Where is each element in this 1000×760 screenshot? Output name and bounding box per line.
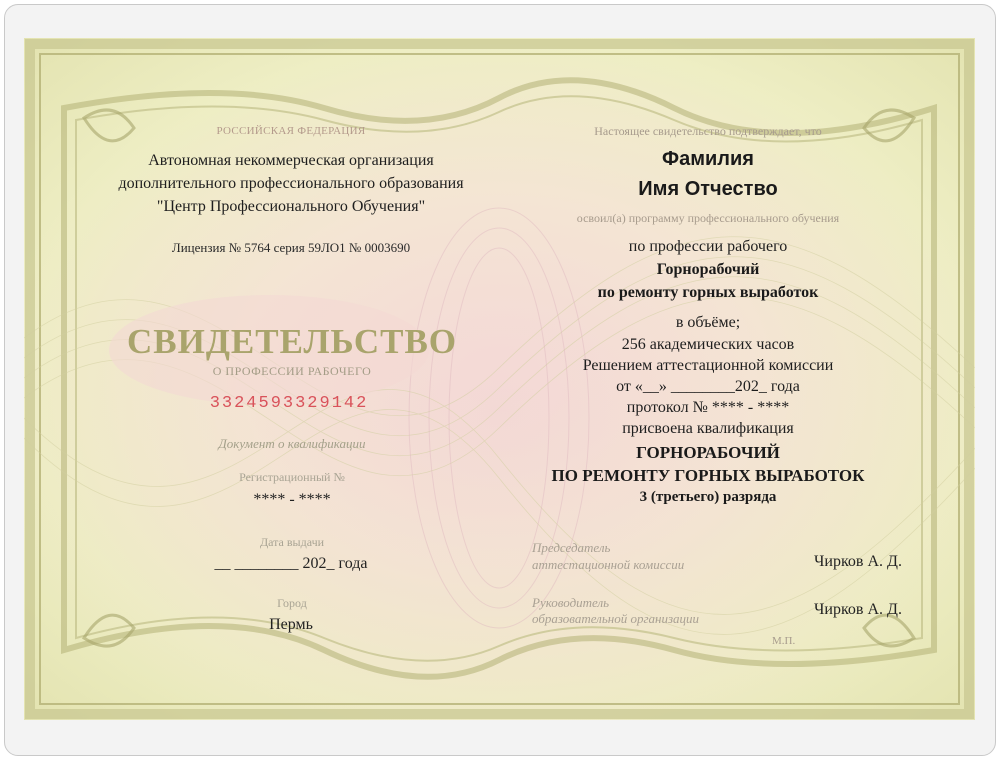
city-label: Город [277,596,307,610]
confirms-label: Настоящее свидетельство подтверждает, что [594,124,822,138]
decision-label: Решением аттестационной комиссии [582,357,834,374]
issue-date-label: Дата выдачи [259,535,325,549]
certificate-title: СВИДЕТЕЛЬСТВО [126,322,458,361]
qualified-label: присвоена квалификация [622,420,794,437]
city-value: Пермь [269,616,313,633]
profession-line-1: Горнорабочий [656,261,760,278]
serial-number: 3324593329142 [209,394,369,413]
holder-surname: Фамилия [662,148,754,170]
certificate-subtitle: О ПРОФЕССИИ РАБОЧЕГО [212,364,372,378]
registration-label: Регистрационный № [239,470,345,484]
mastered-label: освоил(а) программу профессионального обучения [576,211,840,225]
head-name: Чирков А. Д. [814,601,902,618]
document-type: Документ о квалификации [218,436,366,451]
head-label-2: образовательной организации [532,611,700,626]
chair-name: Чирков А. Д. [814,553,902,570]
grade-value: 3 (третьего) разряда [639,489,777,505]
country-label: РОССИЙСКАЯ ФЕДЕРАЦИЯ [216,125,366,137]
org-line-1: Автономная некоммерческая организация [148,152,434,169]
stamp-place-label: М.П. [772,635,796,647]
org-line-3: "Центр Профессионального Обучения" [156,198,426,215]
protocol-number: протокол № **** - **** [626,399,790,416]
issue-date-value: __ ________ 202_ года [214,555,368,572]
head-label-1: Руководитель [532,595,610,610]
volume-label: в объёме; [675,314,741,331]
qualification-line-1: ГОРНОРАБОЧИЙ [636,443,780,462]
chair-label-2: аттестационной комиссии [532,557,685,572]
registration-value: **** - **** [253,491,331,508]
profession-line-2: по ремонту горных выработок [597,284,819,301]
decision-date: от «__» ________202_ года [616,378,800,395]
org-line-2: дополнительного профессионального образования [118,175,464,192]
chair-label-1: Председатель [532,540,611,555]
by-profession-label: по профессии рабочего [628,238,788,255]
hours-value: 256 академических часов [621,336,795,353]
certificate-sheet [24,38,975,720]
holder-name-patronymic: Имя Отчество [638,178,778,200]
license-line: Лицензия № 5764 серия 59ЛО1 № 0003690 [171,240,411,255]
qualification-line-2: ПО РЕМОНТУ ГОРНЫХ ВЫРАБОТОК [551,466,865,485]
